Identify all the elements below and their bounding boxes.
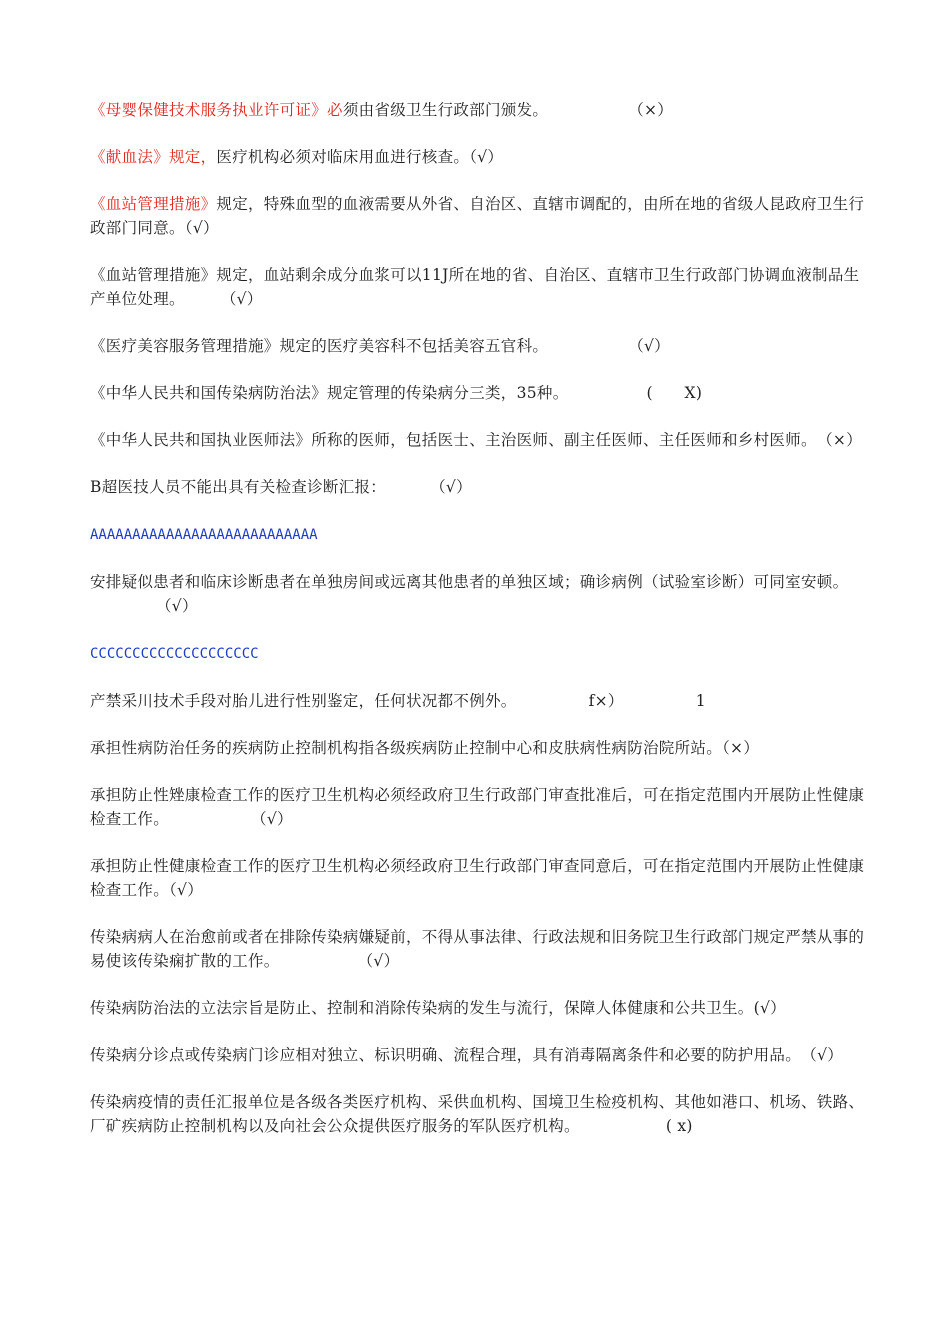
statement-text: 《医疗美容服务管理措施》规定的医疗美容科不包括美容五官科。: [90, 337, 549, 355]
statement-text: 承担防止性健康检查工作的医疗卫生机构必须经政府卫生行政部门审查同意后，可在指定范围内开展防止性健康检查工作。（√）: [90, 857, 865, 899]
statement-text: 承担性病防治任务的疾病防止控制机构指各级疾病防止控制中心和皮肤病性病防治院所站。（×）: [90, 739, 760, 757]
answer-mark: （√）: [156, 597, 198, 615]
statement-paragraph: [90, 522, 870, 547]
statement-text: B超医技人员不能出具有关检查诊断汇报：: [90, 478, 387, 496]
statement-paragraph: [90, 641, 870, 666]
statement-paragraph: [90, 689, 870, 713]
answer-mark: ( X): [646, 384, 703, 402]
statement-text: 传染病分诊点或传染病门诊应相对独立、标识明确、流程合理，具有消毒隔离条件和必要的防护用品。 （√）: [90, 1046, 844, 1064]
statement-text: 传染病病人在治愈前或者在排除传染病嫌疑前，不得从事法律、行政法规和旧务院卫生行政部门规定严禁从事的易使该传染痫扩散的工作。: [90, 928, 865, 970]
statement-paragraph: [90, 145, 870, 169]
answer-mark: （√）: [357, 952, 400, 970]
answer-mark: （√）: [628, 337, 670, 355]
statement-paragraph: [90, 475, 870, 499]
statement-paragraph: [90, 192, 870, 240]
answer-mark: （√）: [251, 810, 293, 828]
statement-paragraph: [90, 736, 870, 760]
statement-paragraph: [90, 334, 870, 358]
statement-text: 产禁采川技术手段对胎儿进行性别鉴定，任何状况都不例外。: [90, 692, 517, 710]
statement-paragraph: [90, 996, 870, 1020]
statement-text: 传染病疫情的责任汇报单位是各级各类医疗机构、采供血机构、国境卫生检疫机构、其他如港口、机场、铁路、厂矿疾病防止控制机构以及向社会公众提供医疗服务的军队医疗机构。: [90, 1093, 865, 1135]
answer-mark: （×）: [628, 101, 674, 119]
statement-paragraph: [90, 570, 870, 618]
answer-mark: f×）: [588, 692, 624, 710]
statement-paragraph: [90, 925, 870, 973]
statement-text: 规定，特殊血型的血液需要从外省、自治区、直辖市调配的，由所在地的省级人昆政府卫生行政部门同意。（√）: [90, 195, 865, 237]
answer-mark: ( x): [665, 1117, 693, 1135]
statement-paragraph: [90, 1090, 870, 1138]
answer-mark: （√）: [220, 290, 263, 308]
section-marker: CCCCCCCCCCCCCCCCCCCC: [90, 646, 259, 662]
statement-text: 传染病防治法的立法宗旨是防止、控制和消除传染病的发生与流行，保障人体健康和公共卫生。(√）: [90, 999, 786, 1017]
statement-text: 医疗机构必须对临床用血进行核查。（√）: [216, 148, 504, 166]
stray-mark: 1: [695, 692, 706, 710]
statement-text: 《中华人民共和国执业医师法》所称的医师，包括医士、主治医师、副主任医师、主任医师和乡村医师。 （×）: [90, 431, 862, 449]
statement-text: 须由省级卫生行政部门颁发。: [342, 101, 549, 119]
statement-paragraph: [90, 783, 870, 831]
statement-paragraph: [90, 98, 870, 122]
section-marker: AAAAAAAAAAAAAAAAAAAAAAAAAAA: [90, 527, 318, 543]
statement-text: 安排疑似患者和临床诊断患者在单独房间或远离其他患者的单独区域；确诊病例（试验室诊断）可同室安顿。: [90, 573, 849, 591]
document-page: [90, 98, 870, 1161]
highlighted-law-name: 《母婴保健技术服务执业许可证》必: [90, 101, 343, 119]
answer-mark: （√）: [430, 478, 472, 496]
statement-paragraph: [90, 428, 870, 452]
statement-text: 承担防止性矬康检查工作的医疗卫生机构必须经政府卫生行政部门审查批准后，可在指定范围内开展防止性健康检查工作。: [90, 786, 865, 828]
statement-text: 《血站管理措施》规定，血站剩余成分血浆可以11J所在地的省、自治区、直辖市卫生行政部门协调血液制品生产单位处理。: [90, 266, 860, 308]
statement-paragraph: [90, 381, 870, 405]
statement-paragraph: [90, 854, 870, 902]
highlighted-law-name: 《血站管理措施》: [90, 195, 217, 213]
statement-paragraph: [90, 263, 870, 311]
statement-paragraph: [90, 1043, 870, 1067]
statement-text: 《中华人民共和国传染病防治法》规定管理的传染病分三类，35种。: [90, 384, 569, 402]
highlighted-law-name: 《献血法》规定，: [90, 148, 217, 166]
